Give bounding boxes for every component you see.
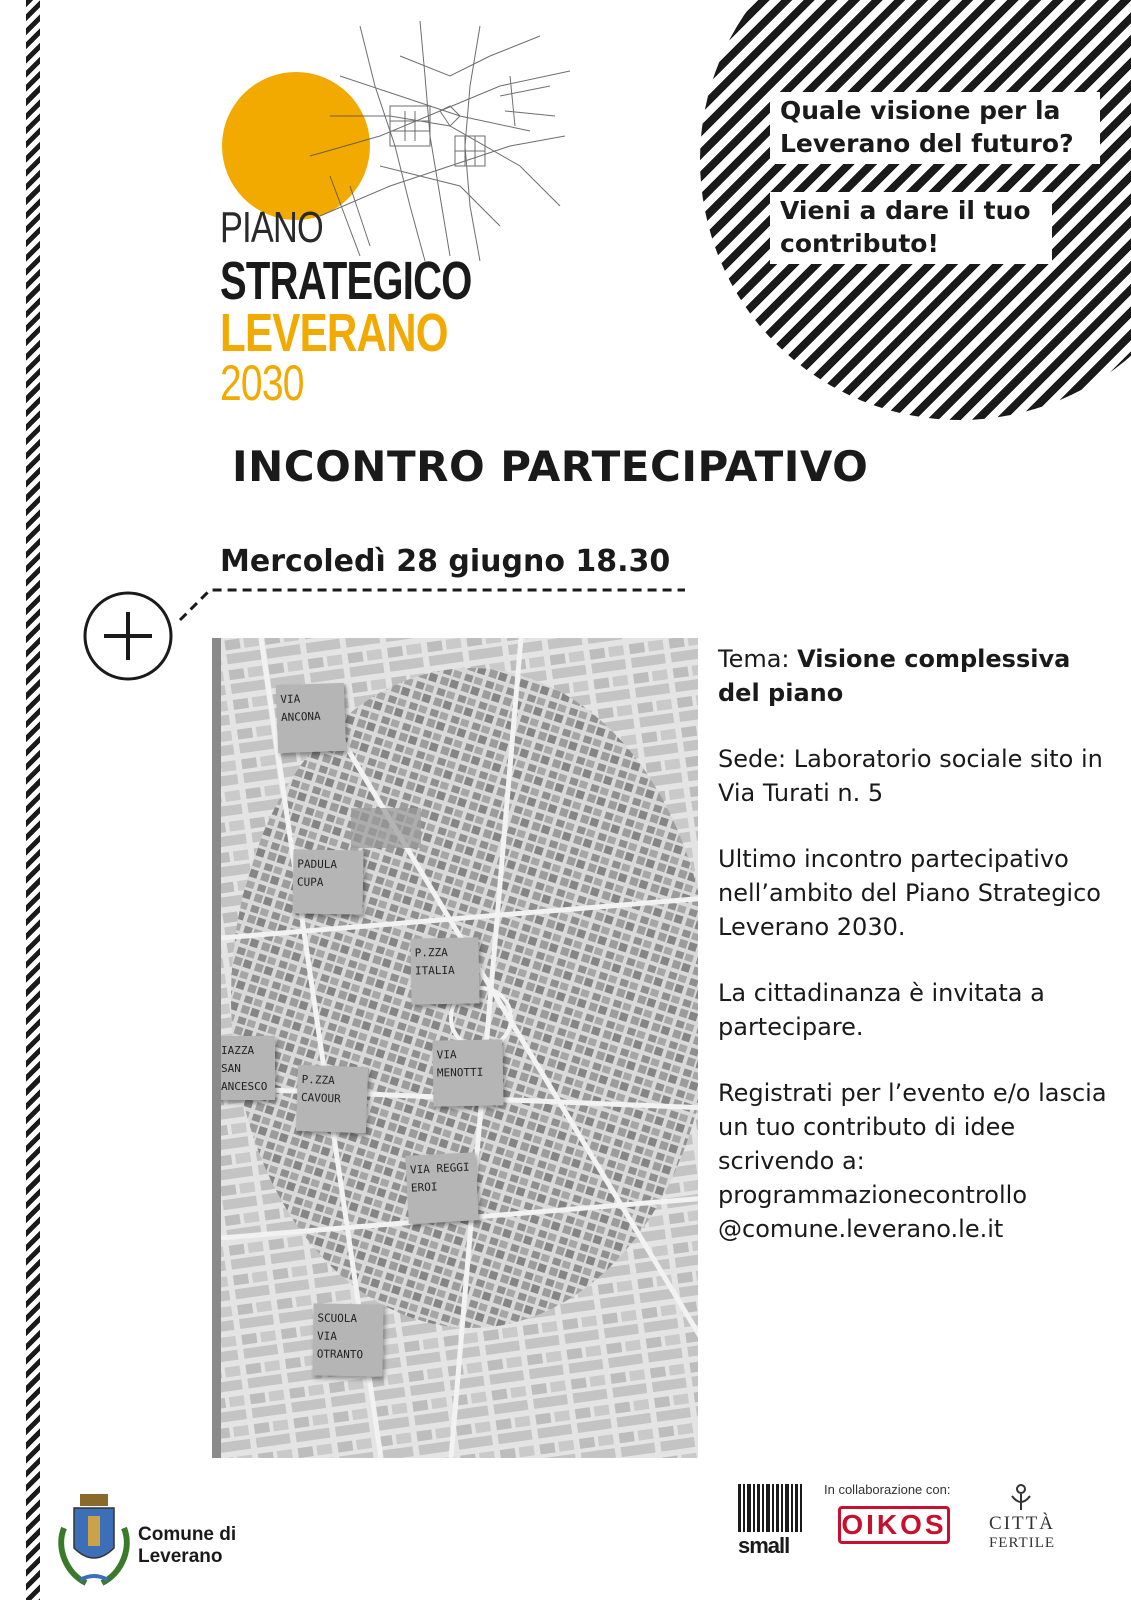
plus-icon: [82, 590, 174, 682]
question-vision: Quale visione per la Leverano del futuro?: [770, 92, 1100, 164]
citta-line1: CITTÀ: [989, 1513, 1055, 1534]
info-invito: La cittadinanza è invitata a partecipare.: [718, 979, 1045, 1041]
sticky-note: VIA MENOTTI: [432, 1039, 503, 1106]
sticky-note: VIA ANCONA: [276, 683, 346, 753]
logo-word-2030: 2030: [220, 355, 304, 411]
comune-name: [138, 1524, 236, 1568]
logo-street-map: [300, 16, 575, 266]
citta-fertile-logo: [980, 1514, 1064, 1552]
email-domain[interactable]: @comune.leverano.le.it: [718, 1215, 1004, 1243]
info-ultimo: Ultimo incontro partecipativo nell’ambito del Piano Strategico Leverano 2030.: [718, 845, 1101, 941]
info-registrati: [718, 1076, 1118, 1246]
question-contribute: Vieni a dare il tuo contributo!: [770, 192, 1052, 264]
comune-crest-icon: [56, 1488, 132, 1588]
sticky-note: VIA REGGI EROI: [405, 1152, 478, 1224]
sticky-note: IAZZA SAN ANCESCO: [217, 1036, 275, 1100]
info-tema: [718, 642, 1118, 710]
logo-word-strategico: STRATEGICO: [220, 251, 472, 311]
citta-line2: FERTILE: [988, 1535, 1056, 1551]
logo-word-leverano: LEVERANO: [220, 303, 448, 363]
email-user[interactable]: programmazionecontrollo: [718, 1181, 1027, 1209]
oikos-logo: OIKOS: [838, 1506, 950, 1544]
citta-fertile-icon: [1008, 1482, 1034, 1512]
date-connector-line: [170, 576, 690, 626]
event-info: [718, 642, 1118, 1246]
striped-border: [26, 0, 40, 1600]
logo-word-piano: PIANO: [220, 203, 323, 252]
map-photo: [212, 638, 698, 1458]
tema-value: Visione complessiva del piano: [718, 645, 1071, 707]
info-sede: Sede: Laboratorio sociale sito in Via Turati n. 5: [718, 745, 1103, 807]
small-logo-text: small: [738, 1533, 790, 1558]
sticky-note: P.ZZA ITALIA: [410, 937, 479, 1004]
sticky-note: SCUOLA VIA OTRANTO: [312, 1303, 383, 1376]
event-date: Mercoledì 28 giugno 18.30: [220, 544, 671, 579]
event-title: INCONTRO PARTECIPATIVO: [232, 442, 869, 491]
registrati-text: Registrati per l’evento e/o lascia un tuo contributo di idee scrivendo a:: [718, 1079, 1107, 1175]
barcode-icon: [738, 1484, 808, 1532]
sticky-note: P.ZZA CAVOUR: [296, 1065, 368, 1133]
small-logo: [738, 1484, 808, 1558]
comune-line2: Leverano: [138, 1546, 223, 1567]
tema-label: Tema:: [718, 645, 798, 673]
comune-line1: Comune di: [138, 1524, 237, 1545]
collab-label: In collaborazione con:: [824, 1482, 951, 1497]
sticky-note: PADULA CUPA: [292, 849, 363, 914]
